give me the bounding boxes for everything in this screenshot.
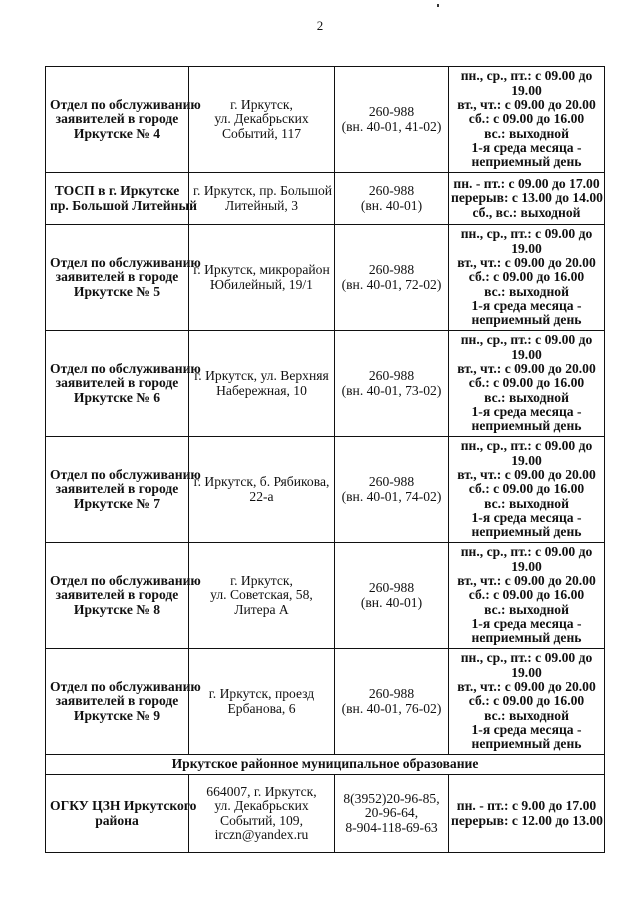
- address-line: Литера А: [234, 601, 289, 617]
- hours-cell: [449, 543, 605, 649]
- hours-line: перерыв: с 13.00 до 14.00: [451, 190, 603, 206]
- hours-cell: [449, 173, 605, 225]
- phone-line: 260-988: [368, 368, 415, 384]
- phone-line: (вн. 40-01, 73-02): [341, 382, 442, 398]
- hours-line: 1-я среда месяца -: [471, 509, 582, 525]
- section-title: Иркутское районное муниципальное образование: [46, 755, 605, 775]
- hours-line: вт., чт.: с 09.00 до 20.00: [457, 97, 596, 113]
- hours-line: 19.00: [511, 240, 542, 256]
- scan-speck: [437, 4, 439, 7]
- hours-line: вс.: выходной: [484, 601, 569, 617]
- hours-line: вс.: выходной: [484, 283, 569, 299]
- hours-line: вт., чт.: с 09.00 до 20.00: [457, 255, 596, 271]
- address-line: ул. Советская, 58,: [210, 587, 313, 603]
- hours-line: вс.: выходной: [484, 125, 569, 141]
- address-line: г. Иркутск, пр. Большой: [193, 183, 333, 199]
- office-name-line: заявителей в городе: [55, 111, 179, 127]
- hours-line: сб.: с 09.00 до 16.00: [468, 693, 585, 709]
- hours-line: сб.: с 09.00 до 16.00: [468, 111, 585, 127]
- phone-line: 260-988: [368, 183, 415, 199]
- address-cell: [189, 437, 335, 543]
- hours-line: сб.: с 09.00 до 16.00: [468, 269, 585, 285]
- address-line: Событий, 117: [221, 125, 302, 141]
- phone-line: (вн. 40-01, 72-02): [341, 276, 442, 292]
- hours-line: 19.00: [511, 558, 542, 574]
- address-line: 664007, г. Иркутск,: [206, 783, 317, 799]
- hours-line: сб.: с 09.00 до 16.00: [468, 587, 585, 603]
- hours-line: сб.: с 09.00 до 16.00: [468, 481, 585, 497]
- address-line: ул. Декабрьских: [214, 798, 309, 814]
- office-name-line: Отдел по обслуживанию: [50, 361, 201, 377]
- office-name-cell: [46, 543, 201, 649]
- hours-line: вс.: выходной: [484, 495, 569, 511]
- hours-line: вс.: выходной: [484, 707, 569, 723]
- hours-line: пн., ср., пт.: с 09.00 до: [460, 68, 593, 84]
- hours-line: пн. - пт.: с 09.00 до 17.00: [453, 176, 600, 192]
- office-name-line: Отдел по обслуживанию: [50, 97, 201, 113]
- phone-line: (вн. 40-01): [360, 594, 423, 610]
- address-line: Событий, 109,: [220, 812, 303, 828]
- office-name-line: ТОСП в г. Иркутске: [54, 183, 180, 199]
- hours-line: пн., ср., пт.: с 09.00 до: [460, 544, 593, 560]
- office-name-line: заявителей в городе: [55, 481, 179, 497]
- phone-line: (вн. 40-01, 41-02): [341, 118, 442, 134]
- office-name-line: Иркутске № 4: [73, 125, 161, 141]
- table-row: [46, 173, 605, 225]
- phone-cell: [335, 67, 449, 173]
- phone-cell: [335, 649, 449, 755]
- address-line: Набережная, 10: [216, 382, 307, 398]
- hours-cell: [449, 649, 605, 755]
- office-name-cell: [46, 173, 197, 225]
- phone-cell: [335, 437, 449, 543]
- page-number: 2: [316, 18, 324, 33]
- address-cell: [189, 331, 335, 437]
- address-line: г. Иркутск, проезд: [208, 686, 315, 702]
- table-row: [46, 225, 605, 331]
- table-row: [46, 543, 605, 649]
- address-line: Ербанова, 6: [227, 700, 296, 716]
- office-name-line: Отдел по обслуживанию: [50, 255, 201, 271]
- hours-line: вт., чт.: с 09.00 до 20.00: [457, 679, 596, 695]
- phone-line: (вн. 40-01, 74-02): [341, 488, 442, 504]
- office-name-cell: [46, 331, 201, 437]
- offices-table: [45, 66, 605, 853]
- address-line: г. Иркутск,: [230, 573, 293, 589]
- office-name-line: ОГКУ ЦЗН Иркутского: [50, 798, 197, 814]
- hours-line: неприемный день: [471, 154, 582, 170]
- office-name-line: Отдел по обслуживанию: [50, 573, 201, 589]
- table-row: [46, 775, 605, 853]
- office-name-cell: [46, 649, 201, 755]
- address-line: г. Иркутск,: [230, 97, 293, 113]
- office-name-cell: [46, 437, 201, 543]
- phone-line: 8(3952)20-96-85,: [343, 791, 440, 807]
- hours-cell: [449, 437, 605, 543]
- phone-cell: [335, 225, 449, 331]
- hours-line: 1-я среда месяца -: [471, 297, 582, 313]
- phone-cell: [335, 331, 449, 437]
- table-row: [46, 437, 605, 543]
- hours-line: неприемный день: [471, 736, 582, 752]
- address-line: Литейный, 3: [224, 197, 299, 213]
- phone-line: (вн. 40-01): [360, 197, 423, 213]
- hours-line: вт., чт.: с 09.00 до 20.00: [457, 573, 596, 589]
- office-name-cell: [46, 67, 201, 173]
- hours-line: вт., чт.: с 09.00 до 20.00: [457, 361, 596, 377]
- office-name-line: заявителей в городе: [55, 269, 179, 285]
- address-line: Юбилейный, 19/1: [210, 276, 313, 292]
- office-name-line: Отдел по обслуживанию: [50, 679, 201, 695]
- phone-line: 20-96-64,: [364, 805, 419, 821]
- hours-line: вт., чт.: с 09.00 до 20.00: [457, 467, 596, 483]
- hours-line: пн., ср., пт.: с 09.00 до: [460, 332, 593, 348]
- phone-line: 8-904-118-69-63: [345, 819, 438, 835]
- hours-line: 19.00: [511, 82, 542, 98]
- hours-line: неприемный день: [471, 312, 582, 328]
- table-row: [46, 331, 605, 437]
- address-cell: [189, 649, 335, 755]
- address-line: 22-а: [249, 488, 274, 504]
- phone-cell: [335, 775, 449, 853]
- hours-line: сб.: с 09.00 до 16.00: [468, 375, 585, 391]
- address-line: ул. Декабрьских: [214, 111, 309, 127]
- hours-cell: [449, 775, 605, 853]
- hours-line: неприемный день: [471, 630, 582, 646]
- address-cell: [189, 543, 335, 649]
- office-name-line: заявителей в городе: [55, 375, 179, 391]
- office-name-line: Иркутске № 5: [73, 283, 161, 299]
- hours-line: пн., ср., пт.: с 09.00 до: [460, 226, 593, 242]
- office-name-line: Отдел по обслуживанию: [50, 467, 201, 483]
- hours-cell: [449, 225, 605, 331]
- office-name-line: Иркутске № 7: [73, 495, 161, 511]
- hours-line: 1-я среда месяца -: [471, 403, 582, 419]
- hours-line: вс.: выходной: [484, 389, 569, 405]
- office-name-line: заявителей в городе: [55, 693, 179, 709]
- hours-line: 1-я среда месяца -: [471, 721, 582, 737]
- office-name-cell: [46, 775, 197, 853]
- phone-line: 260-988: [368, 474, 415, 490]
- address-line: г. Иркутск, микрорайон: [193, 262, 330, 278]
- hours-line: 19.00: [511, 452, 542, 468]
- office-name-line: заявителей в городе: [55, 587, 179, 603]
- address-cell: [189, 775, 335, 853]
- office-name-cell: [46, 225, 201, 331]
- office-name-line: Иркутске № 8: [73, 601, 161, 617]
- phone-line: 260-988: [368, 686, 415, 702]
- office-name-line: района: [95, 812, 139, 828]
- office-name-line: пр. Большой Литейный: [50, 197, 197, 213]
- hours-line: 1-я среда месяца -: [471, 139, 582, 155]
- phone-line: 260-988: [368, 262, 415, 278]
- address-line: irczn@yandex.ru: [214, 826, 309, 842]
- hours-line: 19.00: [511, 664, 542, 680]
- hours-line: пн., ср., пт.: с 09.00 до: [460, 650, 593, 666]
- phone-cell: [335, 173, 449, 225]
- table-row: [46, 67, 605, 173]
- table-row: [46, 649, 605, 755]
- hours-line: неприемный день: [471, 524, 582, 540]
- office-name-line: Иркутске № 6: [73, 389, 161, 405]
- office-name-line: Иркутске № 9: [73, 707, 161, 723]
- hours-line: неприемный день: [471, 418, 582, 434]
- address-cell: [189, 225, 335, 331]
- hours-cell: [449, 331, 605, 437]
- hours-line: сб., вс.: выходной: [472, 204, 581, 220]
- phone-cell: [335, 543, 449, 649]
- phone-line: 260-988: [368, 104, 415, 120]
- hours-line: перерыв: с 12.00 до 13.00: [451, 812, 603, 828]
- phone-line: 260-988: [368, 580, 415, 596]
- hours-line: пн. - пт.: с 9.00 до 17.00: [456, 798, 597, 814]
- hours-line: 19.00: [511, 346, 542, 362]
- phone-line: (вн. 40-01, 76-02): [341, 700, 442, 716]
- hours-line: пн., ср., пт.: с 09.00 до: [460, 438, 593, 454]
- hours-cell: [449, 67, 605, 173]
- hours-line: 1-я среда месяца -: [471, 615, 582, 631]
- address-line: г. Иркутск, ул. Верхняя: [194, 368, 329, 384]
- section-row: [46, 755, 605, 775]
- address-cell: [189, 173, 335, 225]
- address-cell: [189, 67, 335, 173]
- address-line: г. Иркутск, б. Рябикова,: [193, 474, 330, 490]
